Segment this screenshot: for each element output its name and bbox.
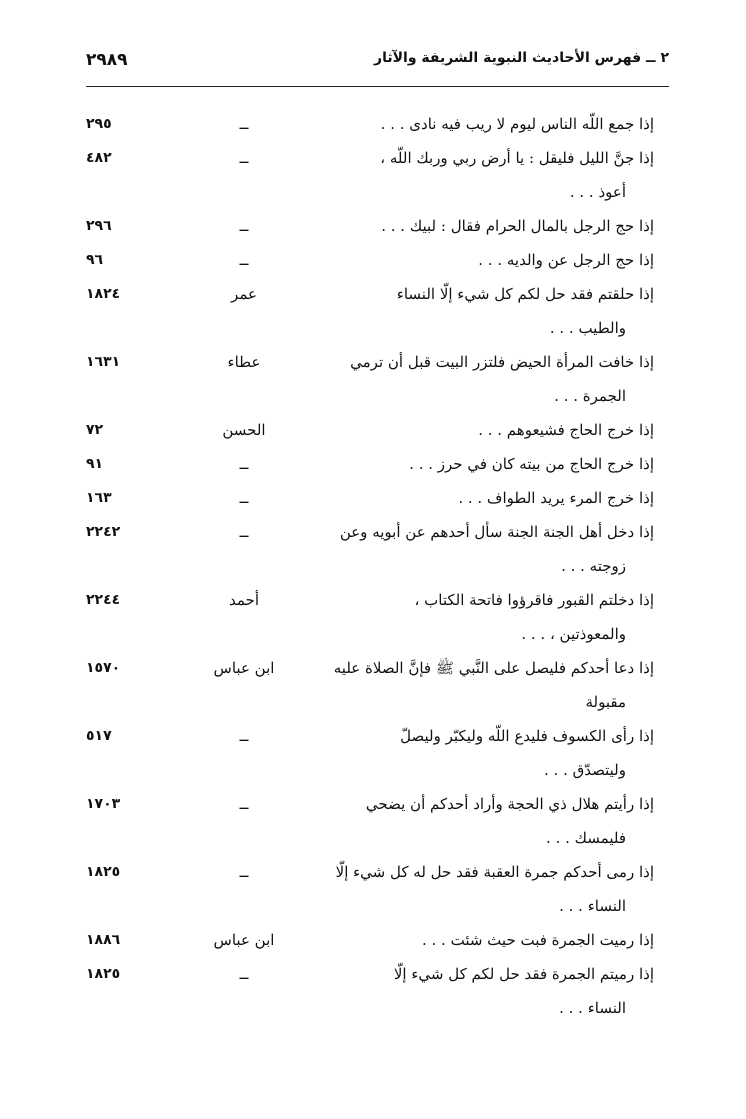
entry-number: ٩٦ — [86, 252, 104, 268]
entry-number: ١٦٣١ — [86, 354, 121, 370]
index-entry — [86, 447, 669, 481]
entry-text-line: إذا جنَّ الليل فليقل : يا أرض ربي وربك اللّه ، — [380, 149, 654, 167]
index-entry — [86, 277, 669, 345]
entry-text-line: إذا رميتم الجمرة فقد حل لكم كل شيء إلّا — [393, 965, 654, 983]
index-entry — [86, 515, 669, 583]
entry-narrator: ابن عباس — [213, 659, 275, 677]
index-entry — [86, 719, 669, 787]
entry-text-continuation: النساء . . . — [559, 999, 626, 1017]
index-entry — [86, 583, 669, 651]
index-entry — [86, 787, 669, 855]
entry-text-continuation: أعوذ . . . — [569, 183, 626, 201]
entry-text-continuation: والطيب . . . — [549, 319, 626, 337]
entry-text-line: إذا رميت الجمرة فبت حيث شئت . . . — [421, 931, 654, 949]
entry-text — [309, 515, 654, 583]
entry-text — [309, 141, 654, 209]
entry-number: ١٦٣ — [86, 490, 112, 506]
entry-narrator: عمر — [231, 285, 257, 303]
index-entry — [86, 957, 669, 1025]
entry-text-continuation: زوجته . . . — [561, 557, 626, 575]
entry-text — [309, 957, 654, 1025]
entry-text — [309, 277, 654, 345]
entry-number: ٢٢٤٢ — [86, 524, 121, 540]
entry-narrator: ــ — [239, 251, 249, 269]
entry-number: ٢٢٤٤ — [86, 592, 121, 608]
entry-text-line: إذا حلقتم فقد حل لكم كل شيء إلّا النساء — [396, 285, 654, 303]
entry-text — [309, 923, 654, 957]
entry-narrator: الحسن — [222, 421, 266, 439]
entry-narrator: ــ — [239, 149, 249, 167]
entry-number: ١٨٢٥ — [86, 864, 121, 880]
entry-number: ١٨٢٥ — [86, 966, 121, 982]
entry-narrator: ــ — [239, 115, 249, 133]
entry-text — [309, 107, 654, 141]
entry-text — [309, 481, 654, 515]
index-entry — [86, 107, 669, 141]
entry-text-line: إذا دخلتم القبور فاقرؤوا فاتحة الكتاب ، — [414, 591, 654, 609]
entry-number: ١٧٠٣ — [86, 796, 121, 812]
index-entry — [86, 243, 669, 277]
entry-text — [309, 583, 654, 651]
entry-text — [309, 243, 654, 277]
entry-narrator: ــ — [239, 727, 249, 745]
entry-text — [309, 651, 654, 719]
entry-narrator: ــ — [239, 795, 249, 813]
entry-narrator: أحمد — [229, 591, 259, 609]
page-number: ٢٩٨٩ — [86, 50, 128, 70]
entry-text-line: إذا رأيتم هلال ذي الحجة وأراد أحدكم أن يضحي — [365, 795, 654, 813]
entry-number: ١٨٢٤ — [86, 286, 121, 302]
entry-text — [309, 447, 654, 481]
entry-text-line: إذا رأى الكسوف فليدع اللّه وليكبّر وليصلّ — [400, 727, 654, 745]
entry-text — [309, 413, 654, 447]
entry-narrator: ــ — [239, 523, 249, 541]
index-entry — [86, 345, 669, 413]
entry-text-line: إذا خرج الحاج فشيعوهم . . . — [478, 421, 654, 439]
entry-text-continuation: الجمرة . . . — [554, 387, 626, 405]
index-entry — [86, 481, 669, 515]
index-entry — [86, 141, 669, 209]
entry-narrator: ــ — [239, 863, 249, 881]
entry-narrator: ابن عباس — [213, 931, 275, 949]
entry-number: ٧٢ — [86, 422, 104, 438]
entry-text-line: إذا حج الرجل بالمال الحرام فقال : لبيك . . . — [381, 217, 654, 235]
entry-text-continuation: والمعوذتين ، . . . — [521, 625, 626, 643]
index-entry — [86, 209, 669, 243]
entry-text-line: إذا دعا أحدكم فليصل على النَّبي ﷺ فإنَّ الصلاة عليه — [333, 659, 654, 677]
entry-text-line: إذا خرج الحاج من بيته كان في حرز . . . — [409, 455, 654, 473]
index-entry — [86, 855, 669, 923]
entry-text-line: إذا جمع اللّه الناس ليوم لا ريب فيه نادى . . . — [380, 115, 654, 133]
index-entry — [86, 651, 669, 719]
entry-text — [309, 719, 654, 787]
page-header — [86, 44, 669, 87]
entry-narrator: عطاء — [227, 353, 261, 371]
entry-text-continuation: النساء . . . — [559, 897, 626, 915]
entry-narrator: ــ — [239, 965, 249, 983]
entry-text-line: إذا خافت المرأة الحيض فلتزر البيت قبل أن ترمي — [350, 353, 654, 371]
hadith-index-list — [86, 107, 669, 1025]
entry-number: ٢٩٦ — [86, 218, 112, 234]
entry-number: ١٨٨٦ — [86, 932, 121, 948]
entry-text — [309, 855, 654, 923]
entry-text-line: إذا دخل أهل الجنة الجنة سأل أحدهم عن أبويه وعن — [339, 523, 654, 541]
entry-text-line: إذا حج الرجل عن والديه . . . — [478, 251, 654, 269]
entry-text-continuation: فليمسك . . . — [546, 829, 626, 847]
entry-text-line: إذا خرج المرء يريد الطواف . . . — [458, 489, 654, 507]
running-title: ٢ ــ فهرس الأحاديث النبوية الشريفة والآثار — [374, 50, 669, 66]
index-entry — [86, 413, 669, 447]
entry-number: ٤٨٢ — [86, 150, 112, 166]
entry-number: ٢٩٥ — [86, 116, 112, 132]
entry-number: ١٥٧٠ — [86, 660, 121, 676]
entry-text-continuation: مقبولة — [585, 693, 626, 711]
entry-text — [309, 345, 654, 413]
index-entry — [86, 923, 669, 957]
entry-number: ٥١٧ — [86, 728, 112, 744]
entry-text-line: إذا رمى أحدكم جمرة العقبة فقد حل له كل شيء إلّا — [335, 863, 654, 881]
entry-text — [309, 787, 654, 855]
entry-text-continuation: وليتصدّق . . . — [544, 761, 626, 779]
entry-narrator: ــ — [239, 217, 249, 235]
entry-narrator: ــ — [239, 455, 249, 473]
entry-narrator: ــ — [239, 489, 249, 507]
entry-number: ٩١ — [86, 456, 104, 472]
entry-text — [309, 209, 654, 243]
